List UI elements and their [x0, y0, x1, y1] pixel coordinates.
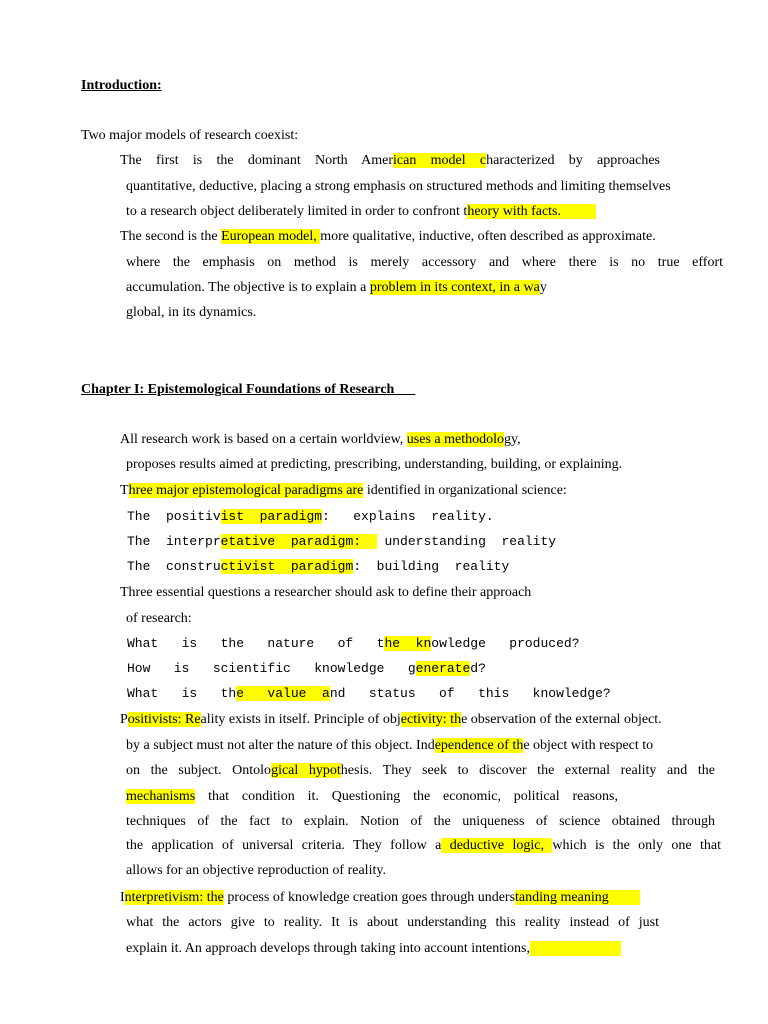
highlight: etative paradigm:: [220, 534, 377, 549]
section-heading-introduction: Introduction:: [81, 78, 162, 93]
highlight: he kn: [384, 636, 432, 651]
ch1-bullet-1-line-2: proposes results aimed at predicting, prescribing, understanding, building, or explaining.: [126, 457, 623, 472]
highlight: hree major epistemological paradigms are: [128, 483, 364, 498]
highlight: ositivists: Re: [127, 712, 201, 727]
highlight: heory with facts.: [467, 204, 597, 219]
question-generation: How is scientific knowledge generated?: [127, 661, 486, 676]
section-heading-chapter-1: Chapter I: Epistemological Foundations of Research: [81, 382, 416, 397]
question-value: What is the value and status of this knowledge?: [127, 686, 611, 701]
intro-bullet-1-line-3: to a research object deliberately limited in order to confront theory with facts.: [126, 204, 597, 219]
highlight: lue: [283, 686, 307, 701]
intro-bullet-1-line-2: quantitative, deductive, placing a strong emphasis on structured methods and limiting themselves: [126, 179, 671, 194]
highlight: ectivity: th: [400, 712, 462, 727]
intro-bullet-2-line-3: accumulation. The objective is to explain a problem in its context, in a way: [126, 280, 547, 295]
ch1-bullet-3-line-2: of research:: [126, 611, 192, 626]
ch1-bullet-2-line-1: Three major epistemological paradigms are identified in organizational science:: [120, 483, 567, 498]
highlight: gical hypot: [271, 763, 341, 778]
highlight: deductive logic,: [441, 838, 553, 853]
paradigm-constructivist: The constructivist paradigm: building reality: [127, 559, 510, 574]
paradigm-interpretative: The interpretative paradigm: understanding reality: [127, 534, 557, 549]
ch1-bullet-4-line-3: on the subject. Ontological hypothesis. They seek to discover the external reality and the: [126, 763, 715, 778]
intro-bullet-2-line-1: The second is the European model, more qualitative, inductive, often described as approximate.: [120, 229, 656, 244]
highlight: [530, 941, 621, 956]
highlight: ependence of th: [434, 738, 524, 753]
ch1-bullet-4-line-7: allows for an objective reproduction of reality.: [126, 863, 386, 878]
highlight: enerate: [415, 661, 471, 676]
highlight: ctivist paradigm: [220, 559, 354, 574]
highlight: e va: [236, 686, 284, 701]
ch1-bullet-4-line-1: Positivists: Reality exists in itself. Principle of objectivity: the observation of the external object.: [120, 712, 662, 727]
intro-bullet-1-line-1: The first is the dominant North American model characterized by approaches: [120, 153, 660, 168]
highlight: ican model c: [393, 153, 487, 168]
paradigm-positivist: The positivist paradigm: explains reality.: [127, 509, 494, 524]
ch1-bullet-5-line-2: what the actors give to reality. It is about understanding this reality instead of just: [126, 915, 659, 930]
highlight: problem in its context, in a wa: [369, 280, 540, 295]
question-nature: What is the nature of the knowledge produced?: [127, 636, 580, 651]
highlight: nterpretivism: the: [124, 890, 224, 905]
ch1-bullet-4-line-2: by a subject must not alter the nature of this object. Independence of the object with respect to: [126, 738, 654, 753]
intro-bullet-2-line-2: where the emphasis on method is merely accessory and where there is no true effort: [126, 255, 723, 270]
highlight: a: [306, 686, 330, 701]
highlight: ist paradigm: [220, 509, 323, 524]
highlight: uses a methodolo: [406, 432, 504, 447]
ch1-bullet-1-line-1: All research work is based on a certain worldview, uses a methodology,: [120, 432, 521, 447]
ch1-bullet-4-line-6: the application of universal criteria. They follow a deductive logic, which is the only one that: [126, 838, 721, 853]
ch1-bullet-5-line-3: explain it. An approach develops through taking into account intentions,: [126, 940, 621, 958]
ch1-bullet-5-line-1: Interpretivism: the process of knowledge creation goes through understanding meaning: [120, 890, 641, 905]
ch1-bullet-4-line-4: mechanisms that condition it. Questioning the economic, political reasons,: [126, 789, 618, 804]
highlight: European model,: [221, 229, 321, 244]
intro-lead: Two major models of research coexist:: [81, 128, 299, 143]
intro-bullet-2-line-4: global, in its dynamics.: [126, 305, 257, 320]
highlight: mechanisms: [126, 789, 196, 804]
ch1-bullet-3-line-1: Three essential questions a researcher should ask to define their approach: [120, 585, 532, 600]
highlight: tanding meaning: [515, 890, 641, 905]
ch1-bullet-4-line-5: techniques of the fact to explain. Notion of the uniqueness of science obtained through: [126, 814, 715, 829]
